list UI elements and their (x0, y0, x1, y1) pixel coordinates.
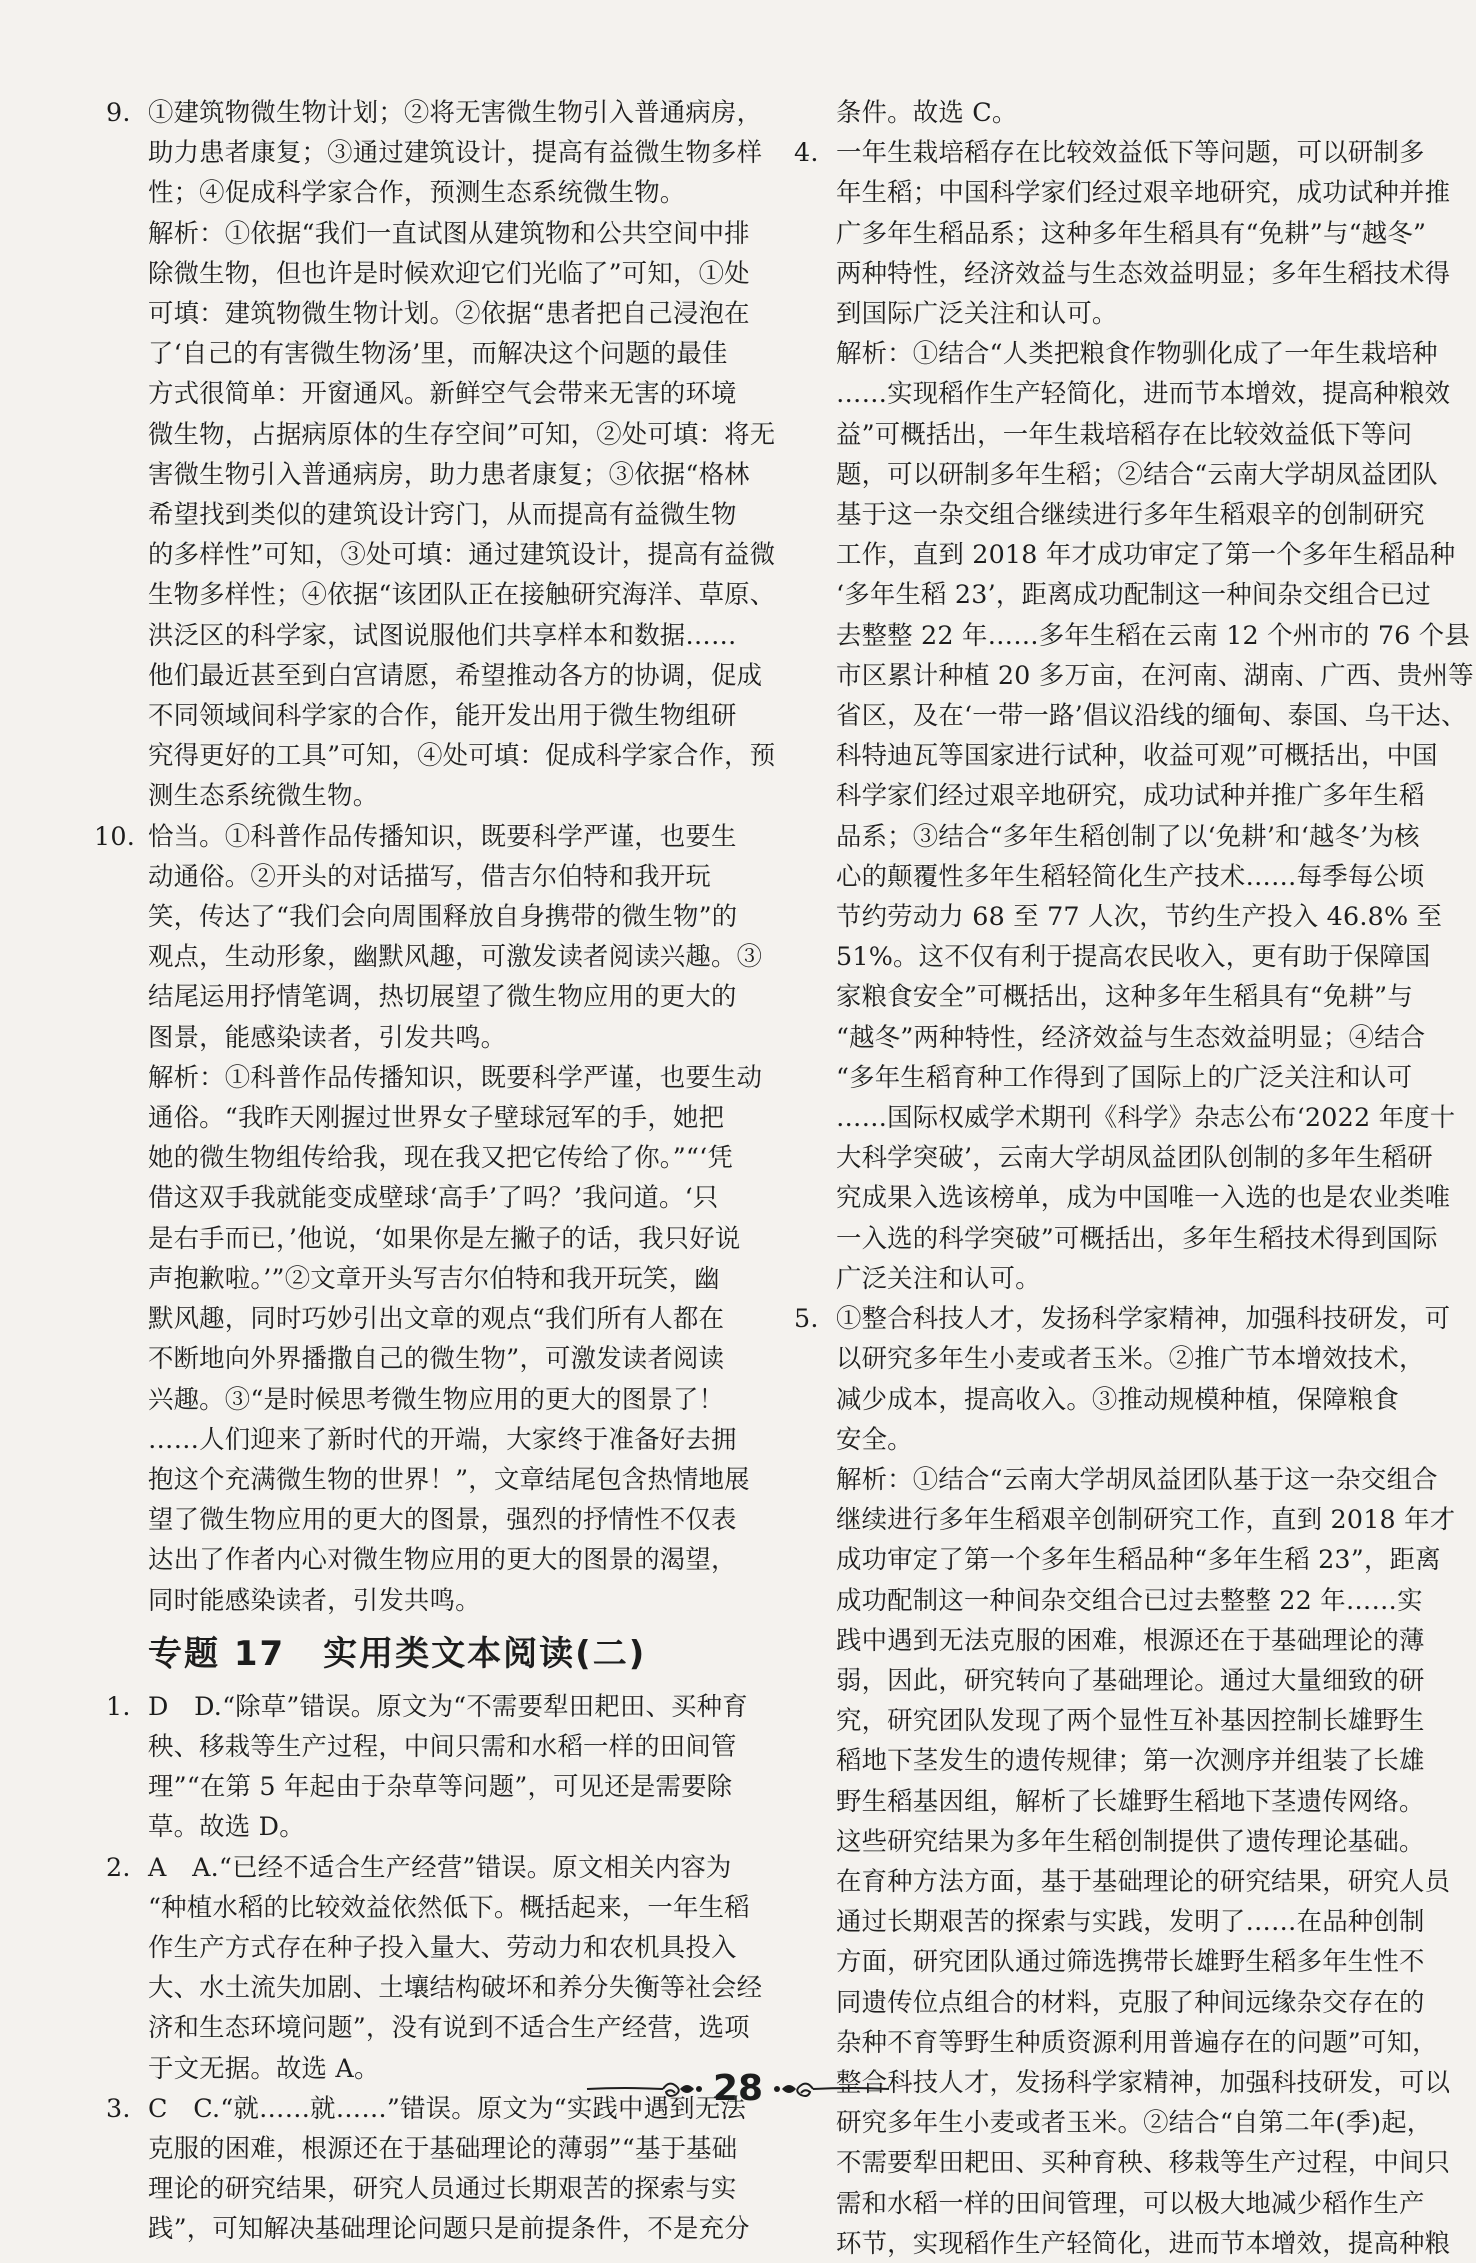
text-line: 家粮食安全”可概括出，这种多年生稻具有“免耕”与 (836, 981, 1413, 1012)
text-line: 达出了作者内心对微生物应用的更大的图景的渴望， (148, 1544, 737, 1575)
text-line: “多年生稻育种工作得到了国际上的广泛关注和认可 (836, 1061, 1413, 1092)
text-line: 节约劳动力 68 至 77 人次，节约生产投入 46.8% 至 (836, 901, 1443, 932)
answer-text (148, 1686, 772, 1847)
text-line: 以研究多年生小麦或者玉米。②推广节本增效技术， (836, 1343, 1425, 1374)
text-line: 是右手而已，’他说，‘如果你是左撇子的话，我只好说 (148, 1222, 741, 1253)
text-line: 减少成本，提高收入。③推动规模种植，保障粮食 (836, 1383, 1399, 1414)
text-line: 究，研究团队发现了两个显性互补基因控制长雄野生 (836, 1705, 1425, 1736)
text-line: 笑，传达了“我们会向周围释放自身携带的微生物”的 (148, 901, 738, 932)
text-line: 这些研究结果为多年生稻创制提供了遗传理论基础。 (836, 1825, 1425, 1856)
text-line: 秧、移栽等生产过程，中间只需和水稻一样的田间管 (148, 1730, 737, 1761)
text-line: 在育种方法方面，基于基础理论的研究结果，研究人员 (836, 1865, 1451, 1896)
text-line: 题，可以研制多年生稻；②结合“云南大学胡凤益团队 (836, 458, 1438, 489)
text-line: 践中遇到无法克服的困难，根源还在于基础理论的薄 (836, 1624, 1425, 1655)
text-line: 可填：建筑物微生物计划。②依据“患者把自己浸泡在 (148, 298, 750, 329)
text-line: 解析：①科普作品传播知识，既要科学严谨，也要生动 (148, 1061, 763, 1092)
text-line: 大科学突破’，云南大学胡凤益团队创制的多年生稻研 (836, 1142, 1433, 1173)
text-line: 了‘自己的有害微生物汤’里，而解决这个问题的最佳 (148, 338, 728, 369)
text-line: 弱，因此，研究转向了基础理论。通过大量细致的研 (836, 1664, 1425, 1695)
left-column (94, 92, 776, 2263)
text-line: 结尾运用抒情笔调，热切展望了微生物应用的更大的 (148, 981, 737, 1012)
text-line: 恰当。①科普作品传播知识，既要科学严谨，也要生 (148, 820, 737, 851)
item-number: 4. (794, 137, 819, 168)
text-line: C C.“就……就……”错误。原文为“实践中遇到无法 (148, 2092, 746, 2123)
text-line: ……人们迎来了新时代的开端，大家终于准备好去拥 (148, 1423, 737, 1454)
answer-text (836, 1298, 1460, 1459)
left-ornament-icon (585, 2077, 705, 2101)
answer-item-3 (106, 2088, 772, 2249)
item-number: 1. (106, 1690, 131, 1721)
text-line: 去整整 22 年……多年生稻在云南 12 个州市的 76 个县 (836, 619, 1470, 650)
analysis-text (836, 333, 1474, 1298)
text-line: 通过长期艰苦的探索与实践，发明了……在品种创制 (836, 1906, 1425, 1937)
text-line: “种植水稻的比较效益依然低下。概括起来，一年生稻 (148, 1891, 750, 1922)
text-line: 通俗。“我昨天刚握过世界女子壁球冠军的手，她把 (148, 1102, 725, 1133)
text-line: 默风趣，同时巧妙引出文章的观点“我们所有人都在 (148, 1303, 725, 1334)
section-label: 专题 17 (148, 1633, 286, 1674)
answer-text (148, 92, 772, 213)
analysis-text (148, 1057, 772, 1620)
text-line: 图景，能感染读者，引发共鸣。 (148, 1021, 507, 1052)
text-line: 于文无据。故选 A。 (148, 2052, 380, 2083)
text-line: 理论的研究结果，研究人员通过长期艰苦的探索与实 (148, 2173, 737, 2204)
item-number: 5. (794, 1303, 819, 1334)
text-line: 解析：①结合“人类把粮食作物驯化成了一年生栽培种 (836, 338, 1438, 369)
text-line: ……实现稻作生产轻简化，进而节本增效，提高种粮效 (836, 378, 1451, 409)
analysis-text (836, 1459, 1460, 2263)
text-line: 同时能感染读者，引发共鸣。 (148, 1584, 481, 1615)
text-line: 益”可概括出，一年生栽培稻存在比较效益低下等问 (836, 418, 1413, 449)
text-line: 测生态系统微生物。 (148, 780, 379, 811)
text-line: 广多年生稻品系；这种多年生稻具有“免耕”与“越冬” (836, 217, 1427, 248)
right-column (794, 92, 1474, 2263)
text-line: 品系；③结合“多年生稻创制了以‘免耕’和‘越冬’为核 (836, 820, 1420, 851)
text-line: 杂种不育等野生种质资源利用普遍存在的问题”可知， (836, 2026, 1438, 2057)
answer-text (836, 132, 1460, 333)
answer-item-10 (94, 816, 772, 1620)
answer-item-9 (106, 92, 776, 816)
text-line: 除微生物，但也许是时候欢迎它们光临了”可知，①处 (148, 257, 750, 288)
text-line: 不断地向外界播撒自己的微生物”，可激发读者阅读 (148, 1343, 725, 1374)
text-line: 方式很简单：开窗通风。新鲜空气会带来无害的环境 (148, 378, 737, 409)
text-line: 野生稻基因组，解析了长雄野生稻地下茎遗传网络。 (836, 1785, 1425, 1816)
text-line: 洪泛区的科学家，试图说服他们共享样本和数据…… (148, 619, 737, 650)
text-line: 她的微生物组传给我，现在我又把它传给了你。”“‘凭 (148, 1142, 733, 1173)
text-line: 心的颠覆性多年生稻轻简化生产技术……每季每公顷 (836, 860, 1425, 891)
text-line: 同遗传位点组合的材料，克服了种间远缘杂交存在的 (836, 1986, 1425, 2017)
text-line: 济和生态环境问题”，没有说到不适合生产经营，选项 (148, 2012, 750, 2043)
text-line: 整合科技人才，发扬科学家精神，加强科技研发，可以 (836, 2066, 1451, 2097)
page-number: 28 (712, 2068, 764, 2109)
item-number: 9. (106, 97, 131, 127)
answer-item-4 (794, 132, 1474, 1298)
text-line: 解析：①依据“我们一直试图从建筑物和公共空间中排 (148, 217, 750, 248)
text-line: 到国际广泛关注和认可。 (836, 298, 1118, 329)
text-line: 一年生栽培稻存在比较效益低下等问题，可以研制多 (836, 137, 1425, 168)
text-line: 抱这个充满微生物的世界！”，文章结尾包含热情地展 (148, 1463, 750, 1494)
text-line: 借这双手我就能变成壁球‘高手’了吗？’我问道。‘只 (148, 1182, 719, 1213)
text-line: ①建筑物微生物计划；②将无害微生物引入普通病房， (148, 97, 763, 127)
item-number: 10. (94, 820, 135, 851)
text-line: 科特迪瓦等国家进行试种，收益可观”可概括出，中国 (836, 740, 1438, 771)
answer-item-1 (106, 1686, 772, 1847)
text-line: 广泛关注和认可。 (836, 1262, 1041, 1293)
text-line: 成功配制这一种间杂交组合已过去整整 22 年……实 (836, 1584, 1423, 1615)
text-line: 害微生物引入普通病房，助力患者康复；③依据“格林 (148, 458, 750, 489)
text-line: 基于这一杂交组合继续进行多年生稻艰辛的创制研究 (836, 499, 1425, 530)
text-line: 不同领域间科学家的合作，能开发出用于微生物组研 (148, 700, 737, 731)
text-line: 研究多年生小麦或者玉米。②结合“自第二年(季)起， (836, 2107, 1433, 2138)
answer-item-5 (794, 1298, 1460, 2263)
text-line: 性；④促成科学家合作，预测生态系统微生物。 (148, 177, 686, 208)
text-line: 稻地下茎发生的遗传规律；第一次测序并组装了长雄 (836, 1745, 1425, 1776)
analysis-text (148, 213, 776, 816)
text-line: 需和水稻一样的田间管理，可以极大地减少稻作生产 (836, 2187, 1425, 2218)
text-line: 作生产方式存在种子投入量大、劳动力和农机具投入 (148, 1931, 737, 1962)
text-line: 年生稻；中国科学家们经过艰辛地研究，成功试种并推 (836, 177, 1451, 208)
text-line: 理”“在第 5 年起由于杂草等问题”，可见还是需要除 (148, 1771, 733, 1802)
answer-item-2 (106, 1847, 772, 2088)
text-line: 究得更好的工具”可知，④处可填：促成科学家合作，预 (148, 740, 776, 771)
text-line: 声抱歉啦。’”②文章开头写吉尔伯特和我开玩笑，幽 (148, 1262, 720, 1293)
text-line: ①整合科技人才，发扬科学家精神，加强科技研发，可 (836, 1303, 1451, 1334)
item-number: 2. (106, 1851, 131, 1882)
text-line: 希望找到类似的建筑设计窍门，从而提高有益微生物 (148, 499, 737, 530)
text-line: 安全。 (836, 1423, 913, 1454)
text-line: ‘多年生稻 23’，距离成功配制这一种间杂交组合已过 (836, 579, 1431, 610)
text-line: 继续进行多年生稻艰辛创制研究工作，直到 2018 年才 (836, 1504, 1456, 1535)
text-line: 市区累计种植 20 多万亩，在河南、湖南、广西、贵州等 (836, 659, 1474, 690)
text-line: 克服的困难，根源还在于基础理论的薄弱”“基于基础 (148, 2132, 738, 2163)
answer-text (148, 816, 772, 1057)
text-line: 环节，实现稻作生产轻简化，进而节本增效，提高种粮 (836, 2227, 1451, 2258)
text-line: 兴趣。③“是时候思考微生物应用的更大的图景了！ (148, 1383, 725, 1414)
text-line: 的多样性”可知，③处可填：通过建筑设计，提高有益微 (148, 539, 776, 570)
text-line: 不需要犁田耙田、买种育秧、移栽等生产过程，中间只 (836, 2147, 1451, 2178)
text-line: A A.“已经不适合生产经营”错误。原文相关内容为 (148, 1851, 732, 1882)
two-column-body (94, 92, 1474, 2263)
text-line: 动通俗。②开头的对话描写，借吉尔伯特和我开玩 (148, 860, 711, 891)
text-line: 草。故选 D。 (148, 1811, 305, 1842)
answer-text (148, 2088, 772, 2249)
text-line: 工作，直到 2018 年才成功审定了第一个多年生稻品种 (836, 539, 1456, 570)
text-line: “越冬”两种特性，经济效益与生态效益明显；④结合 (836, 1021, 1426, 1052)
text-line: 两种特性，经济效益与生态效益明显；多年生稻技术得 (836, 257, 1451, 288)
text-line: 微生物，占据病原体的生存空间”可知，②处可填：将无 (148, 418, 776, 449)
text-line: 究成果入选该榜单，成为中国唯一入选的也是农业类唯 (836, 1182, 1451, 1213)
text-line: 望了微生物应用的更大的图景，强烈的抒情性不仅表 (148, 1504, 737, 1535)
text-line: D D.“除草”错误。原文为“不需要犁田耙田、买种育 (148, 1690, 748, 1721)
item-number: 3. (106, 2092, 131, 2123)
answer-text (148, 1847, 772, 2088)
answer-item-3-continued (800, 92, 1460, 132)
text-line: 观点，生动形象，幽默风趣，可激发读者阅读兴趣。③ (148, 941, 763, 972)
text-line: 他们最近甚至到白宫请愿，希望推动各方的协调，促成 (148, 659, 763, 690)
text-line: 大、水土流失加剧、土壤结构破坏和养分失衡等社会经 (148, 1972, 763, 2003)
section-title-text: 实用类文本阅读(二) (323, 1633, 647, 1674)
text-line: 科学家们经过艰辛地研究，成功试种并推广多年生稻 (836, 780, 1425, 811)
text-line: 解析：①结合“云南大学胡凤益团队基于这一杂交组合 (836, 1463, 1438, 1494)
text-line: 成功审定了第一个多年生稻品种“多年生稻 23”，距离 (836, 1544, 1441, 1575)
text-line: 一入选的科学突破”可概括出，多年生稻技术得到国际 (836, 1222, 1438, 1253)
text-line: 助力患者康复；③通过建筑设计，提高有益微生物多样 (148, 137, 763, 168)
page-footer (0, 2068, 1476, 2109)
text-line: ……国际权威学术期刊《科学》杂志公布‘2022 年度十 (836, 1102, 1456, 1133)
right-ornament-icon (771, 2077, 891, 2101)
text-line: 方面，研究团队通过筛选携带长雄野生稻多年生性不 (836, 1946, 1425, 1977)
text-line: 践”，可知解决基础理论问题只是前提条件，不是充分 (148, 2213, 750, 2244)
text-line: 生物多样性；④依据“该团队正在接触研究海洋、草原、 (148, 579, 776, 610)
text-line: 条件。故选 C。 (836, 97, 1018, 127)
text-line: 51%。这不仅有利于提高农民收入，更有助于保障国 (836, 941, 1431, 972)
section-heading (148, 1626, 772, 1682)
text-line: 省区，及在‘一带一路’倡议沿线的缅甸、泰国、乌干达、 (836, 700, 1467, 731)
